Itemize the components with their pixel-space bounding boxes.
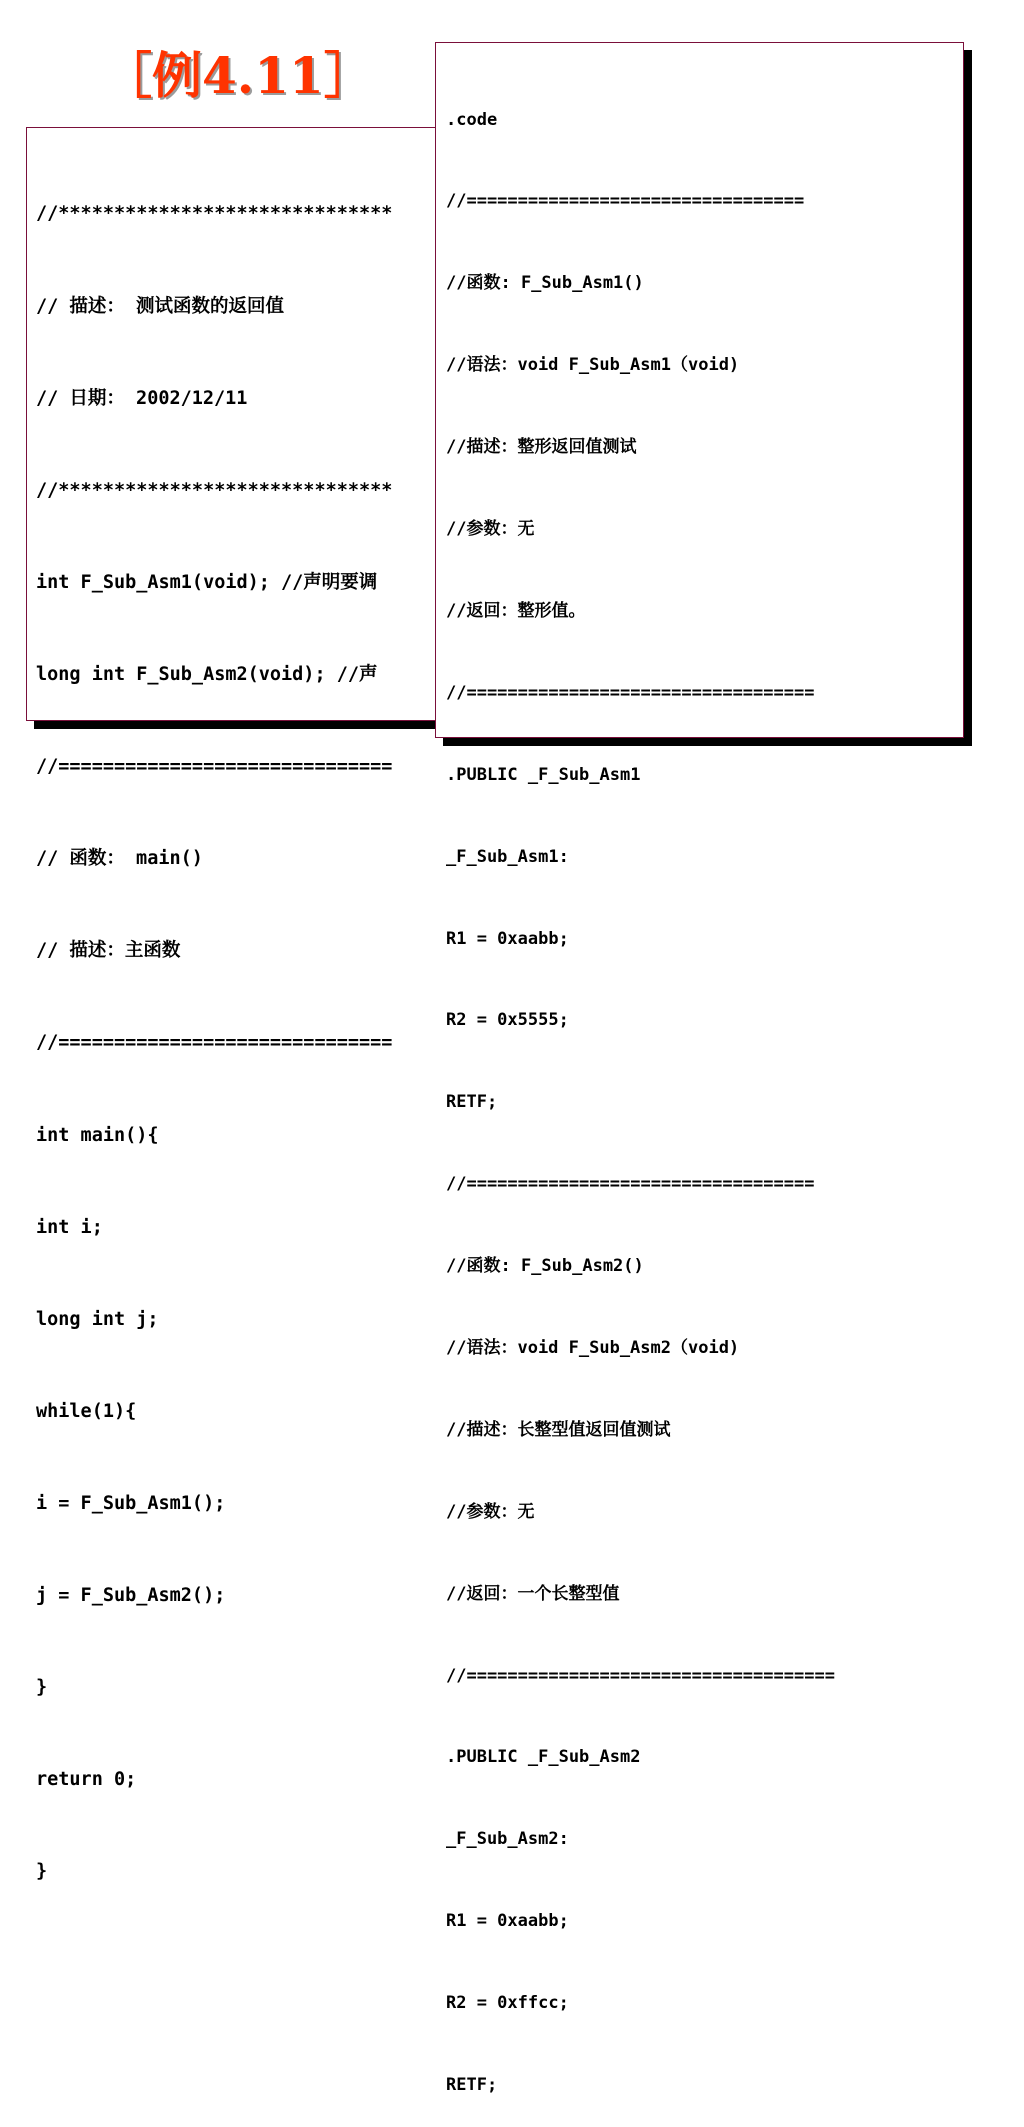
c-code-line: //============================== <box>36 756 393 778</box>
c-code-line: i = F_Sub_Asm1(); <box>36 1492 226 1514</box>
c-code-line: int main(){ <box>36 1124 159 1146</box>
asm-code-line: .PUBLIC _F_Sub_Asm1 <box>446 764 641 785</box>
asm-code-line: RETF; <box>446 1092 498 1113</box>
c-code-line: //****************************** <box>36 203 393 225</box>
asm-code-line: //返回：一个长整型值 <box>446 1583 620 1604</box>
asm-code-line: //函数: F_Sub_Asm2() <box>446 1256 644 1277</box>
c-code-line: } <box>36 1677 48 1699</box>
asm-code-line: R1 = 0xaabb; <box>446 1911 569 1932</box>
c-code-line: int F_Sub_Asm1(void); //声明要调 <box>36 571 378 593</box>
asm-code-line: _F_Sub_Asm1: <box>446 846 569 867</box>
asm-code-line: //返回：整形值。 <box>446 600 586 621</box>
c-code-line: // 描述： 测试函数的返回值 <box>36 295 285 317</box>
asm-code-line: //================================== <box>446 1174 815 1195</box>
asm-code-line: //描述：长整型值返回值测试 <box>446 1419 671 1440</box>
asm-code-line: //==================================== <box>446 1665 835 1686</box>
asm-code-line: .code <box>446 109 498 130</box>
asm-code-line: //参数：无 <box>446 519 535 540</box>
asm-code-line: //================================= <box>446 191 805 212</box>
c-code-line: return 0; <box>36 1769 137 1791</box>
c-code-line: int i; <box>36 1216 103 1238</box>
asm-code-line: _F_Sub_Asm2: <box>446 1829 569 1850</box>
asm-code-box <box>435 42 964 2095</box>
asm-code-line: R2 = 0xffcc; <box>446 1993 569 2014</box>
asm-code-line: R2 = 0x5555; <box>446 1010 569 1031</box>
asm-code-line: R1 = 0xaabb; <box>446 928 569 949</box>
c-code-line: //****************************** <box>36 479 393 501</box>
slide-title: ［例4.11］ <box>102 46 374 105</box>
c-code-line: // 函数： main() <box>36 848 203 870</box>
c-code-line: j = F_Sub_Asm2(); <box>36 1585 226 1607</box>
c-code-line: //============================== <box>36 1032 393 1054</box>
asm-code-line: RETF; <box>446 2074 498 2095</box>
asm-code-line: //函数: F_Sub_Asm1() <box>446 273 644 294</box>
c-code-line: while(1){ <box>36 1400 137 1422</box>
c-code-line: long int F_Sub_Asm2(void); //声 <box>36 663 378 685</box>
asm-code-line: //参数：无 <box>446 1501 535 1522</box>
asm-code-line: //语法：void F_Sub_Asm2（void) <box>446 1337 740 1358</box>
c-code-line: long int j; <box>36 1308 159 1330</box>
asm-code-line: .PUBLIC _F_Sub_Asm2 <box>446 1747 641 1768</box>
c-code-line: } <box>36 1861 48 1883</box>
asm-code-line: //================================== <box>446 682 815 703</box>
asm-code-line: //描述：整形返回值测试 <box>446 437 637 458</box>
c-code-line: // 描述：主函数 <box>36 940 181 962</box>
asm-code-line: //语法：void F_Sub_Asm1（void) <box>446 355 740 376</box>
c-code-line: // 日期： 2002/12/11 <box>36 387 248 409</box>
